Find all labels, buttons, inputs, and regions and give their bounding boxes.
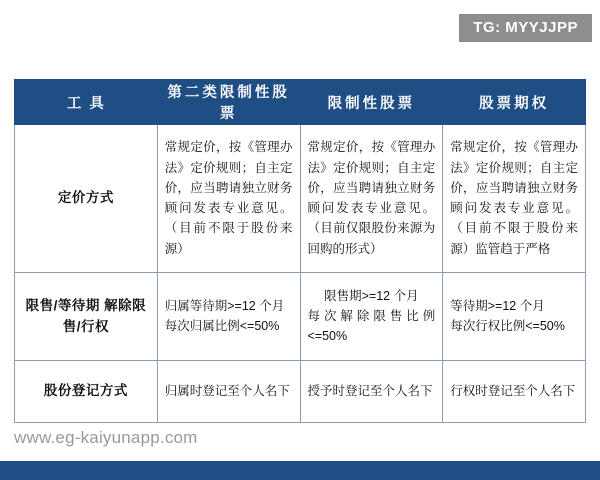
row-header-lockup-line1: 限售/等待期 — [25, 297, 100, 313]
comparison-table-container — [14, 79, 586, 423]
comparison-table — [14, 79, 586, 423]
cell-lockup-type2 — [157, 273, 300, 361]
telegram-watermark-badge: TG: MYYJJPP — [459, 14, 592, 42]
cell-lockup-type2-line2: 每次归属比例<=50% — [164, 319, 280, 333]
column-header-restricted-stock: 限制性股票 — [300, 80, 443, 125]
table-header-row — [15, 80, 586, 125]
cell-registration-type2: 归属时登记至个人名下 — [157, 361, 300, 423]
row-header-lockup-period — [15, 273, 158, 361]
cell-pricing-option: 常规定价，按《管理办法》定价规则；自主定价，应当聘请独立财务顾问发表专业意见。（目前不限于股份来源）监管趋于严格 — [443, 125, 586, 273]
bottom-accent-bar — [0, 461, 600, 480]
cell-lockup-restricted-line3: <=50% — [307, 329, 348, 344]
cell-lockup-option-line2: 每次行权比例<=50% — [450, 319, 565, 333]
cell-lockup-type2-line1: 归属等待期>=12 个月 — [164, 298, 285, 313]
table-row — [15, 125, 586, 273]
site-watermark-url: www.eg-kaiyunapp.com — [14, 428, 198, 447]
row-header-lockup-line2: 解除限售/行权 — [62, 297, 147, 334]
cell-registration-restricted: 授予时登记至个人名下 — [300, 361, 443, 423]
cell-lockup-option-line1: 等待期>=12 个月 — [450, 298, 545, 313]
cell-pricing-type2: 常规定价，按《管理办法》定价规则；自主定价，应当聘请独立财务顾问发表专业意见。（目前不限于股份来源） — [157, 125, 300, 273]
column-header-tool: 工具 — [15, 80, 158, 125]
table-row — [15, 273, 586, 361]
cell-lockup-restricted-line1: 限售期>=12 个月 — [324, 288, 419, 303]
table-row — [15, 361, 586, 423]
cell-lockup-option — [443, 273, 586, 361]
cell-lockup-restricted — [300, 273, 443, 361]
table-header — [15, 80, 586, 125]
cell-pricing-restricted: 常规定价，按《管理办法》定价规则；自主定价，应当聘请独立财务顾问发表专业意见。（目前仅限股份来源为回购的形式） — [300, 125, 443, 273]
row-header-pricing-method: 定价方式 — [15, 125, 158, 273]
cell-lockup-restricted-line2: 每次解除限售比例 — [307, 308, 436, 323]
cell-registration-option: 行权时登记至个人名下 — [443, 361, 586, 423]
column-header-stock-option: 股票期权 — [443, 80, 586, 125]
row-header-share-registration: 股份登记方式 — [15, 361, 158, 423]
column-header-type2-restricted-stock: 第二类限制性股票 — [157, 80, 300, 125]
table-body — [15, 125, 586, 423]
